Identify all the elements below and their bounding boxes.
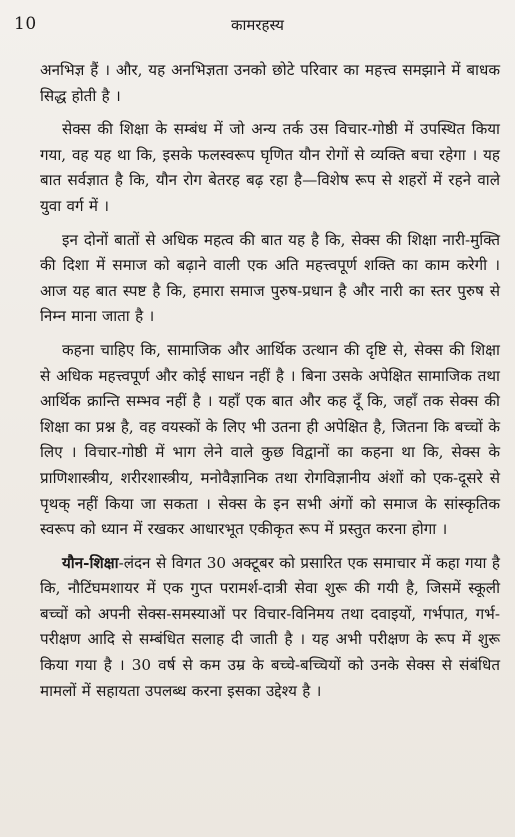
running-title: कामरहस्य [230, 16, 284, 34]
page-number: 10 [14, 14, 37, 34]
paragraph-4 [40, 338, 500, 543]
paragraph-text: इन दोनों बातों से अधिक महत्व की बात यह है कि, सेक्स की शिक्षा नारी-मुक्ति की दिशा में समाज को बढ़ाने वाली एक अति महत्त्वपूर्ण शक्ति का काम करेगी । आज यह बात स्पष्ट है कि, हमारा समाज पुरुष-प्रधान है और नारी का स्तर पुरुष से निम्न माना जाता है । [40, 230, 500, 326]
section-lead-heading: यौन-शिक्षा [62, 553, 119, 572]
page-header [0, 14, 515, 38]
paragraph-text: सेक्स की शिक्षा के सम्बंध में जो अन्य तर्क उस विचार-गोष्ठी में उपस्थित किया गया, वह यह था कि, इसके फलस्वरूप घृणित यौन रोगों से व्यक्ति बचा रहेगा । यह बात सर्वज्ञात है कि, यौन रोग बेतरह बढ़ रहा है—विशेष रूप से शहरों में रहने वाले युवा वर्ग में । [40, 120, 500, 215]
body-text [40, 58, 500, 704]
paragraph-text: -लंदन से विगत 30 अक्टूबर को प्रसारित एक समाचार में कहा गया है कि, नौटिंघमशायर में एक गुप्त परामर्श-दात्री सेवा शुरू की गयी है, जिसमें स्कूली बच्चों को अपनी सेक्स-समस्याओं पर विचार-विनिमय तथा दवाइयों, गर्भपात, गर्भ-परीक्षण आदि से सम्बंधित सलाह दी जाती है । यह अभी परीक्षण के रूप में शुरू किया गया है । 30 वर्ष से कम उम्र के बच्चे-बच्चियों को उनके सेक्स से संबंधित मामलों में सहायता उपलब्ध करना इसका उद्देश्य है । [40, 553, 500, 700]
paragraph-3 [40, 228, 500, 330]
paragraph-2 [40, 117, 500, 219]
paragraph-5 [40, 551, 500, 705]
paragraph-text: अनभिज्ञ हैं । और, यह अनभिज्ञता उनको छोटे परिवार का महत्त्व समझाने में बाधक सिद्ध होती है । [40, 61, 500, 105]
paragraph-1 [40, 58, 500, 109]
paragraph-text: कहना चाहिए कि, सामाजिक और आर्थिक उत्थान की दृष्टि से, सेक्स की शिक्षा से अधिक महत्त्वपूर्ण और कोई साधन नहीं है । बिना उसके अपेक्षित सामाजिक तथा आर्थिक क्रान्ति सम्भव नहीं है । यहाँ एक बात और कह दूँ कि, जहाँ तक सेक्स की शिक्षा का प्रश्न है, वह वयस्कों के लिए भी उतना ही अपेक्षित है, जितना कि बच्चों के लिए । विचार-गोष्ठी में भाग लेने वाले कुछ विद्वानों का कहना था कि, सेक्स के प्राणिशास्त्रीय, शरीरशास्त्रीय, मनोवैज्ञानिक तथा रोगविज्ञानीय अंशों को एक-दूसरे से पृथक् नहीं किया जा सकता । सेक्स के इन सभी अंगों को समाज के सांस्कृतिक स्वरूप को ध्यान में रखकर आधारभूत एकीकृत रूप में प्रस्तुत करना होगा । [40, 340, 500, 539]
